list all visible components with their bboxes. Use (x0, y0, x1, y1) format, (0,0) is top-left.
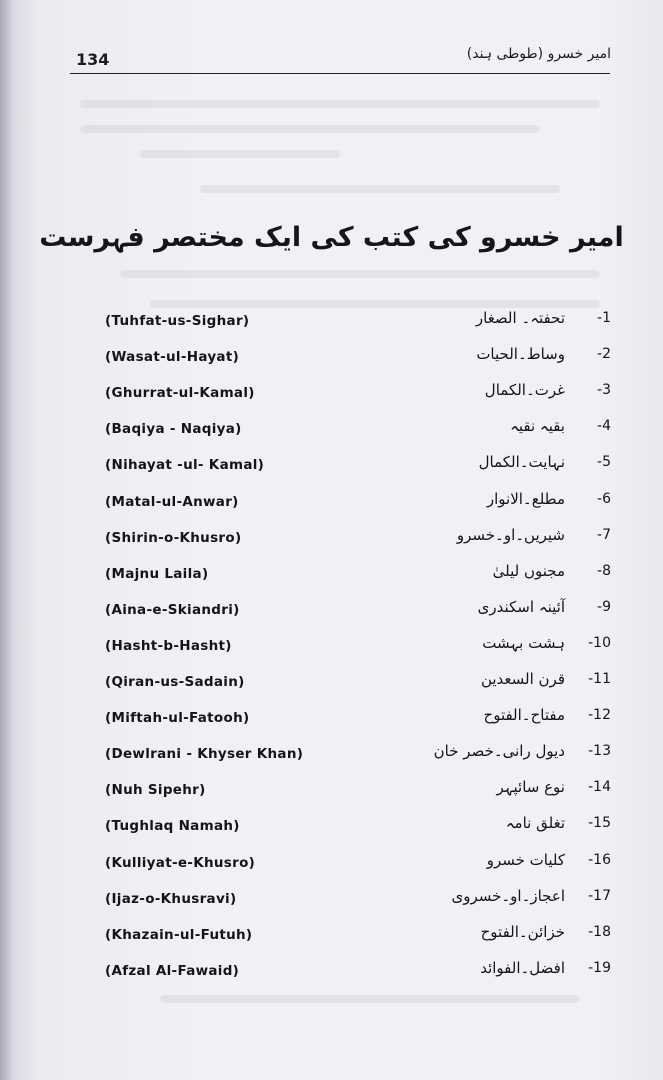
book-transliteration: (Matal-ul-Anwar) (105, 493, 239, 510)
book-number: -16 (588, 851, 611, 868)
book-urdu-title: خزائن۔الفتوح (480, 922, 565, 941)
book-entry (0, 489, 663, 524)
book-urdu-title: مفتاح۔الفتوح (483, 706, 565, 725)
book-transliteration: (Qiran-us-Sadain) (105, 674, 245, 690)
book-entry (0, 345, 663, 379)
book-entry (0, 633, 663, 668)
book-urdu-title: مجنوں لیلیٰ (492, 561, 565, 580)
book-transliteration: (Ijaz-o-Khusravi) (105, 890, 237, 907)
book-urdu-title: افضل۔الفوائد (480, 958, 565, 977)
running-head: امیر خسرو (طوطی ہند) (466, 46, 611, 62)
book-urdu-title: کلیات خسرو (486, 850, 565, 869)
book-number: -3 (597, 382, 611, 399)
book-entry (0, 922, 663, 957)
book-entry (0, 597, 663, 632)
bleed-through (80, 125, 540, 133)
book-number: -1 (597, 310, 611, 326)
book-number: -15 (588, 815, 611, 832)
bleed-through (120, 270, 600, 278)
book-number: -10 (588, 634, 611, 651)
book-entry (0, 778, 663, 812)
book-urdu-title: اعجاز۔او۔خسروی (451, 886, 565, 905)
book-entry (0, 525, 663, 560)
book-number: -14 (588, 779, 611, 796)
book-transliteration: (Wasat-ul-Hayat) (105, 349, 240, 366)
book-urdu-title: شیریں۔او۔خسرو (456, 525, 565, 544)
book-number: -18 (588, 923, 611, 940)
book-transliteration: (Majnu Laila) (105, 565, 209, 582)
book-urdu-title: وساط۔الحیات (476, 345, 565, 364)
book-transliteration: (Tughlaq Namah) (105, 818, 240, 835)
book-entry (0, 958, 663, 993)
book-entry (0, 561, 663, 596)
book-transliteration: (Miftah-ul-Fatooh) (105, 710, 250, 727)
book-transliteration: (Kulliyat-e-Khusro) (105, 854, 256, 871)
book-transliteration: (Baqiya - Naqiya) (105, 421, 242, 438)
book-entry (0, 309, 663, 343)
book-urdu-title: مطلع۔الانوار (486, 489, 565, 508)
bleed-through (150, 300, 600, 308)
book-transliteration: (Dewlrani - Khyser Khan) (105, 746, 304, 763)
book-transliteration: (Nihayat -ul- Kamal) (105, 457, 265, 474)
book-transliteration: (Hasht-b-Hasht) (105, 637, 232, 654)
bleed-through (160, 995, 580, 1003)
book-transliteration: (Afzal Al-Fawaid) (105, 962, 240, 979)
book-urdu-title: غرت۔الکمال (484, 381, 565, 400)
book-number: -6 (597, 490, 611, 507)
book-number: -2 (597, 346, 611, 363)
book-number: -7 (597, 526, 611, 543)
book-entry (0, 381, 663, 415)
page-number: 134 (76, 50, 110, 69)
book-transliteration: (Ghurrat-ul-Kamal) (105, 385, 255, 402)
book-number: -12 (588, 707, 611, 724)
bleed-through (140, 150, 340, 158)
book-number: -13 (588, 743, 611, 760)
book-number: -5 (597, 454, 611, 471)
book-urdu-title: دیول رانی۔خصر خان (433, 742, 565, 761)
book-entry (0, 850, 663, 885)
book-urdu-title: تغلق نامہ (505, 814, 565, 833)
book-number: -9 (597, 598, 611, 615)
book-urdu-title: آئینہ اسکندری (477, 597, 565, 616)
bleed-through (80, 100, 600, 108)
book-entry (0, 814, 663, 848)
book-number: -19 (588, 959, 611, 976)
book-urdu-title: نہایت۔الکمال (478, 453, 565, 472)
book-transliteration: (Nuh Sipehr) (105, 782, 206, 799)
book-number: -11 (588, 671, 611, 687)
book-transliteration: (Shirin-o-Khusro) (105, 529, 242, 546)
book-entry (0, 453, 663, 487)
book-number: -4 (597, 418, 611, 435)
book-number: -17 (588, 887, 611, 904)
book-transliteration: (Tuhfat-us-Sighar) (105, 313, 250, 329)
book-urdu-title: نوع سائپہر (496, 778, 565, 797)
book-transliteration: (Khazain-ul-Futuh) (105, 926, 253, 943)
page-title: امیر خسرو کی کتب کی ایک مختصر فہرست (39, 222, 624, 253)
book-urdu-title: بقیہ نقیہ (510, 417, 565, 436)
book-entry (0, 417, 663, 451)
book-urdu-title: قرن السعدین (480, 670, 565, 688)
book-entry (0, 886, 663, 921)
book-entry (0, 706, 663, 740)
book-transliteration: (Aina-e-Skiandri) (105, 601, 240, 618)
book-entry (0, 742, 663, 776)
book-entry (0, 670, 663, 704)
book-urdu-title: ہشت بہشت (482, 633, 565, 652)
book-number: -8 (597, 562, 611, 579)
header-rule (70, 73, 610, 74)
bleed-through (200, 185, 560, 193)
book-urdu-title: تحفتہ۔ الصغار (475, 309, 565, 327)
